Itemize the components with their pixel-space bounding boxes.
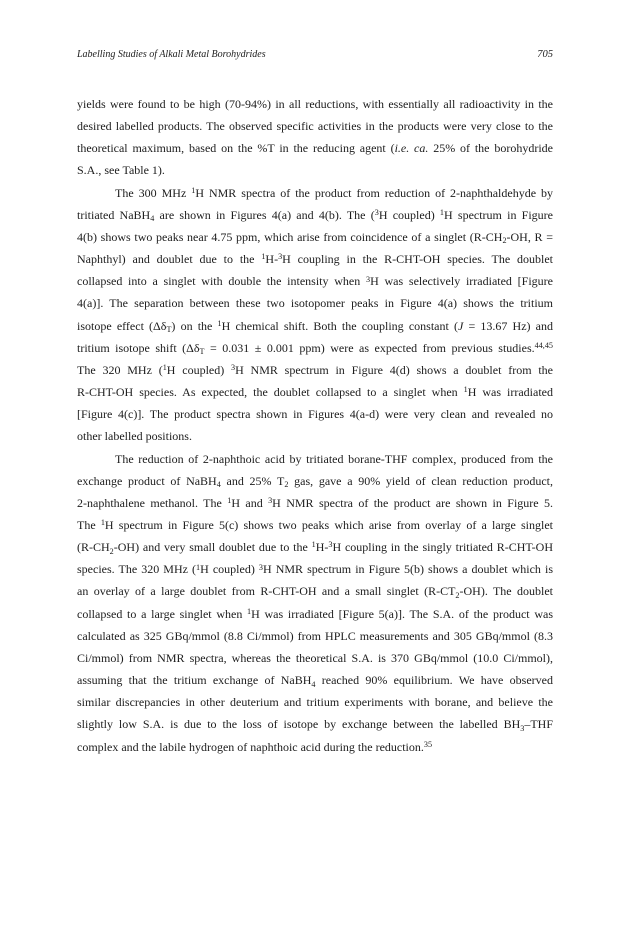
text-line (77, 470, 553, 492)
text-run: Ci/mmol) from NMR spectra, whereas the theoretical S.A. is 370 GBq/mmol (10.0 Ci/mmol), (77, 650, 553, 665)
text-run: Naphthyl) and doublet due to the (77, 252, 262, 267)
text-run: collapsed into a singlet with double the intensity when (77, 274, 366, 289)
text-run: = 13.67 Hz) and (463, 318, 554, 333)
text-line (77, 137, 553, 159)
text-line (77, 337, 553, 359)
text-run: H was irradiated (467, 385, 553, 400)
italic-text: i.e. ca. (394, 141, 429, 156)
text-run: -OH, R = (506, 229, 553, 244)
text-line (77, 292, 553, 314)
superscript: 3 (374, 208, 379, 218)
superscript: 1 (196, 562, 201, 572)
paragraph-naphthaldehyde-nmr (77, 182, 553, 448)
superscript: 1 (463, 385, 468, 395)
text-run: H- (265, 252, 279, 267)
text-run: tritium isotope shift (Δδ (77, 340, 200, 355)
paragraph-naphthoic-acid-reduction (77, 448, 553, 758)
text-run: similar discrepancies in other deuterium and tritium experiments with borane, and believe the (77, 695, 553, 710)
text-run: isotope effect (Δδ (77, 318, 167, 333)
superscript: 1 (217, 318, 222, 328)
text-run: calculated as 325 GBq/mmol (8.8 Ci/mmol) from HPLC measurements and 305 GBq/mmol (8.3 (77, 628, 553, 643)
running-header (77, 48, 553, 62)
text-line (77, 204, 553, 226)
text-line (77, 514, 553, 536)
text-run: H chemical shift. Both the coupling constant ( (221, 318, 458, 333)
text-run: = 0.031 ± 0.001 ppm) were as expected from previous studies. (204, 340, 535, 355)
text-run: H was irradiated [Figure 5(a)]. The S.A. of the product was (251, 606, 553, 621)
text-run: complex and the labile hydrogen of naphthoic acid during the reduction. (77, 739, 424, 754)
superscript: 3 (231, 363, 236, 373)
text-line (77, 448, 553, 470)
text-line (77, 93, 553, 115)
text-run: The (77, 517, 101, 532)
subscript: 3 (520, 723, 525, 733)
text-run: 4(b) shows two peaks near 4.75 ppm, which arise from coincidence of a singlet (R-CH (77, 229, 503, 244)
text-line (77, 270, 553, 292)
text-run: H was selectively irradiated [Figure (370, 274, 553, 289)
text-line (77, 226, 553, 248)
text-run: ) on the (171, 318, 218, 333)
subscript: 2 (284, 480, 289, 490)
text-line (77, 691, 553, 713)
text-run: and 25% T (220, 473, 285, 488)
text-run: H NMR spectrum in Figure 4(d) shows a doublet from the (235, 362, 553, 377)
superscript: 1 (261, 252, 266, 262)
text-run: H and (231, 495, 269, 510)
subscript: T (199, 347, 205, 357)
subscript: 2 (502, 236, 507, 246)
text-run: H coupled) (378, 207, 440, 222)
superscript: 1 (227, 496, 232, 506)
text-line (77, 625, 553, 647)
paragraph-continued (77, 93, 553, 182)
text-run: (R-CH (77, 540, 110, 555)
text-line (77, 425, 553, 447)
text-run: H NMR spectra of the product are shown in Figure 5. (272, 495, 554, 510)
text-run: tritiated NaBH (77, 207, 151, 222)
text-line (77, 603, 553, 625)
text-run: H coupling in the R-CHT-OH species. The doublet (282, 252, 554, 267)
text-line (77, 248, 553, 270)
text-line (77, 115, 553, 137)
text-run: slightly low S.A. is due to the loss of isotope by exchange between the labelled BH (77, 717, 521, 732)
text-run: assuming that the tritium exchange of NaBH (77, 673, 312, 688)
text-run: species. The 320 MHz ( (77, 562, 197, 577)
text-line (77, 713, 553, 735)
superscript: 44,45 (534, 341, 553, 351)
text-run: collapsed to a large singlet when (77, 606, 248, 621)
text-run: 25% of the borohydride (428, 141, 553, 156)
text-line (77, 315, 553, 337)
text-run: The 300 MHz (115, 185, 192, 200)
superscript: 1 (439, 208, 444, 218)
text-run: H- (315, 540, 329, 555)
superscript: 1 (191, 185, 196, 195)
text-line (77, 558, 553, 580)
subscript: 4 (216, 480, 221, 490)
body-text (77, 93, 553, 758)
superscript: 1 (311, 540, 316, 550)
text-line (77, 492, 553, 514)
text-run: H coupled) (200, 562, 259, 577)
text-run: 2-naphthalene methanol. The (77, 495, 228, 510)
superscript: 1 (100, 518, 105, 528)
text-run: R-CHT-OH species. As expected, the doublet collapsed to a singlet when (77, 385, 464, 400)
running-title: Labelling Studies of Alkali Metal Borohydrides (77, 49, 266, 60)
text-run: yields were found to be high (70-94%) in all reductions, with essentially all radioactivity in the (77, 97, 553, 111)
subscript: T (166, 325, 172, 334)
text-line (77, 403, 553, 425)
text-run: theoretical maximum, based on the %T in the reducing agent ( (77, 141, 395, 156)
subscript: 4 (311, 679, 316, 689)
text-run: reached 90% equilibrium. We have observed (315, 673, 553, 688)
superscript: 1 (247, 606, 252, 616)
text-run: The 320 MHz ( (77, 362, 163, 377)
text-run: other labelled positions. (77, 429, 192, 444)
superscript: 3 (328, 540, 333, 550)
text-line (77, 359, 553, 381)
text-line (77, 647, 553, 669)
subscript: 2 (109, 546, 114, 556)
page-number: 705 (537, 49, 553, 60)
text-run: H coupled) (166, 362, 232, 377)
text-line (77, 536, 553, 558)
text-run: an overlay of a large doublet from R-CHT-OH and a small singlet (R-CT (77, 584, 456, 599)
text-run: -OH) and very small doublet due to the (113, 540, 312, 555)
text-run: H coupling in the singly tritiated R-CHT-OH (332, 540, 553, 555)
text-line (77, 669, 553, 691)
text-run: The reduction of 2-naphthoic acid by tritiated borane-THF complex, produced from the (115, 451, 553, 466)
superscript: 3 (278, 252, 283, 262)
text-run: S.A., see Table 1). (77, 163, 165, 178)
text-run: 4(a)]. The separation between these two isotopomer peaks in Figure 4(a) shows the tritium (77, 296, 553, 311)
superscript: 35 (423, 739, 433, 749)
text-run: H NMR spectra of the product from reduction of 2-naphthaldehyde by (195, 185, 553, 200)
text-line (77, 381, 553, 403)
superscript: 1 (162, 363, 167, 373)
text-run: desired labelled products. The observed specific activities in the products were very close to the (77, 119, 553, 134)
superscript: 3 (366, 274, 371, 284)
text-run: -OH). The doublet (459, 584, 554, 599)
text-run: are shown in Figures 4(a) and 4(b). The ( (154, 207, 375, 222)
text-run: H spectrum in Figure 5(c) shows two peaks which arise from overlay of a large singlet (104, 517, 553, 532)
text-run: H NMR spectrum in Figure 5(b) shows a doublet which is (262, 562, 553, 577)
superscript: 3 (258, 562, 263, 572)
text-line (77, 580, 553, 602)
text-line (77, 182, 553, 204)
text-run: –THF (524, 717, 553, 732)
italic-text: J (457, 318, 464, 333)
subscript: 2 (455, 590, 460, 600)
text-run: exchange product of NaBH (77, 473, 217, 488)
text-run: [Figure 4(c)]. The product spectra shown in Figures 4(a-d) were very clean and revealed no (77, 407, 553, 422)
text-line (77, 736, 553, 758)
text-line (77, 159, 553, 181)
text-run: gas, gave a 90% yield of clean reduction product, (288, 473, 554, 488)
subscript: 4 (150, 214, 155, 224)
superscript: 3 (268, 496, 273, 506)
text-run: H spectrum in Figure (444, 207, 553, 222)
